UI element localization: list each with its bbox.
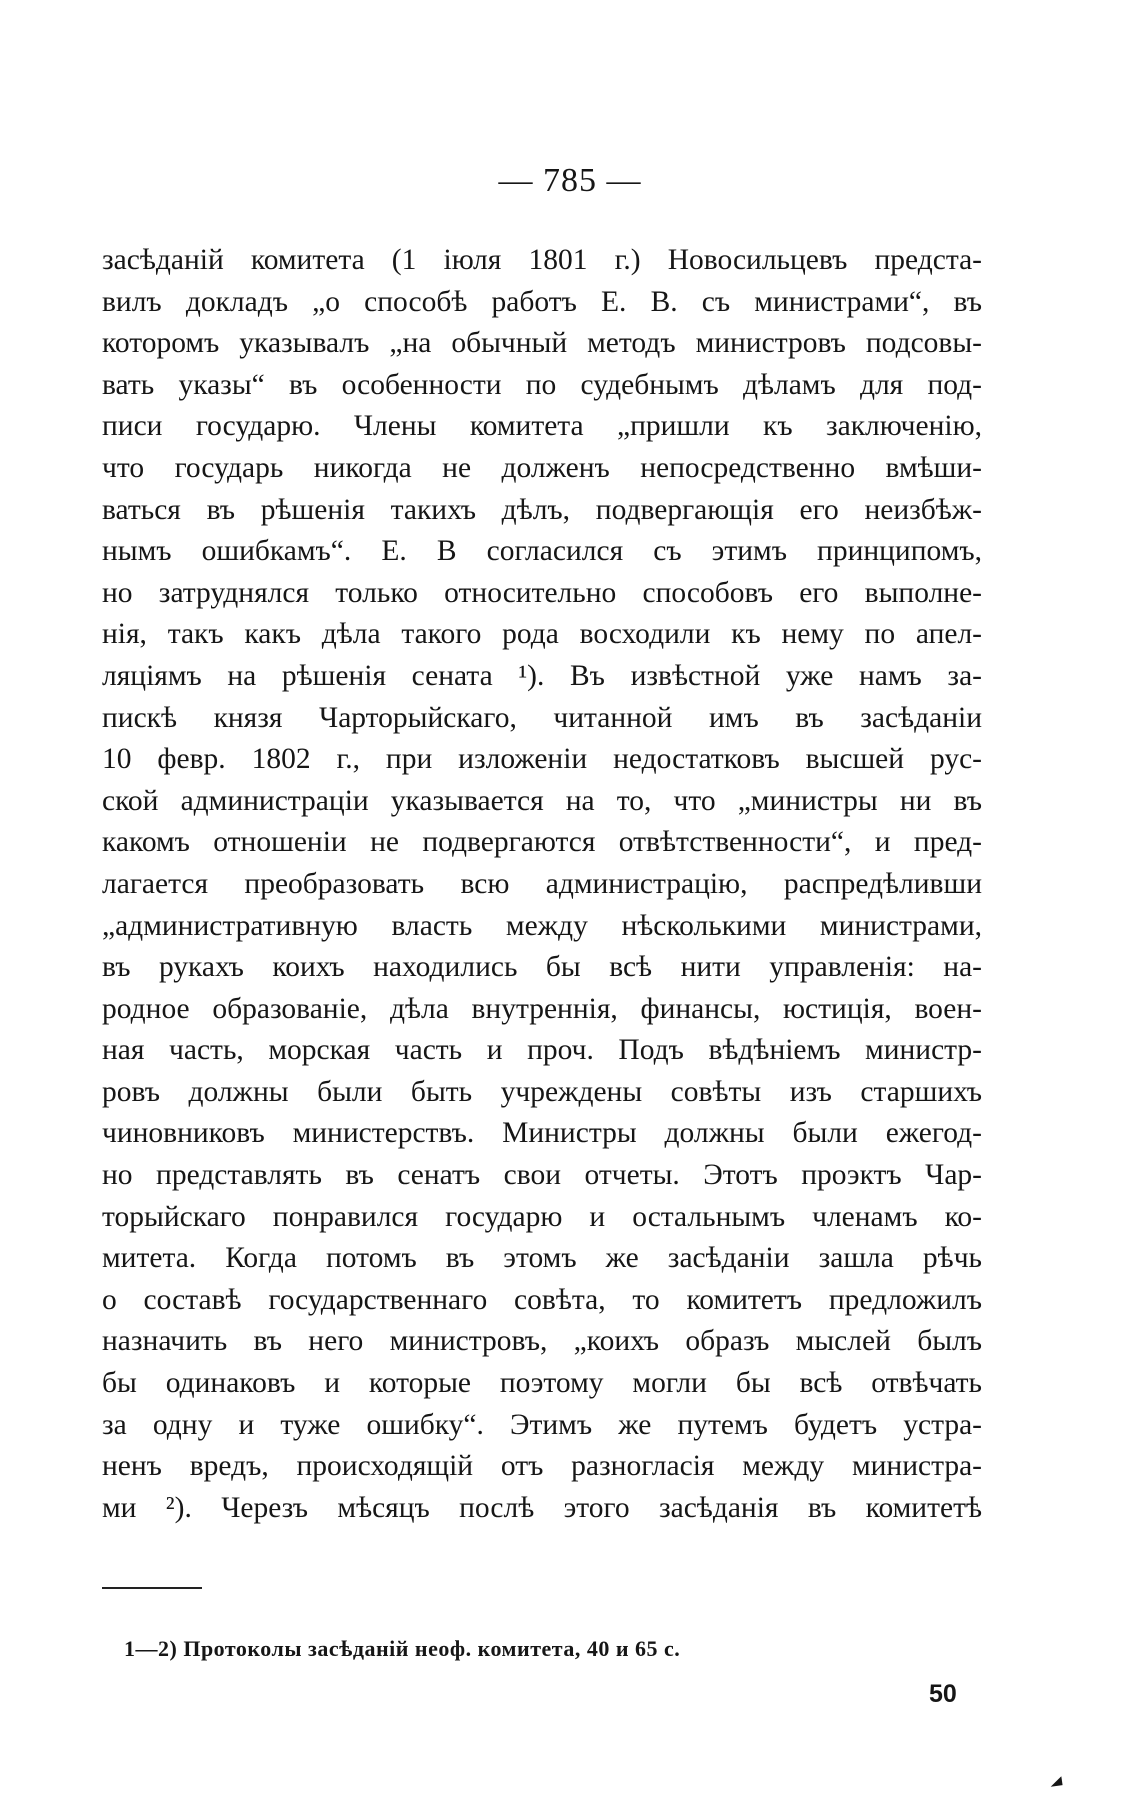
signature-mark: 50 [929, 1680, 957, 1708]
text-line: ненъ вредъ, происходящій отъ разногласія между министра- [102, 1450, 982, 1483]
text-line: „административную власть между нѣсколькими министрами, [102, 909, 982, 942]
text-line: какомъ отношеніи не подвергаются отвѣтственности“, и пред- [102, 826, 982, 859]
text-line: писи государю. Члены комитета „пришли къ заключенію, [102, 410, 982, 443]
text-line: что государь никогда не долженъ непосредственно вмѣши- [102, 451, 982, 484]
text-line: митета. Когда потомъ въ этомъ же засѣданіи зашла рѣчь [102, 1242, 982, 1275]
text-line: но затруднялся только относительно способовъ его выполне- [102, 576, 982, 609]
text-line: вилъ докладъ „о способѣ работъ Е. В. съ министрами“, въ [102, 285, 982, 318]
text-line: ная часть, морская часть и проч. Подъ вѣдѣніемъ министр- [102, 1034, 982, 1067]
text-line: бы одинаковъ и которые поэтому могли бы всѣ отвѣчать [102, 1367, 982, 1400]
text-line: которомъ указывалъ „на обычный методъ министровъ подсовы- [102, 327, 982, 360]
text-line: пискѣ князя Чарторыйскаго, читанной имъ въ засѣданіи [102, 701, 982, 734]
text-line: лагается преобразовать всю администрацію, распредѣливши [102, 867, 982, 900]
text-line: въ рукахъ коихъ находились бы всѣ нити управленія: на- [102, 951, 982, 984]
text-line: торыйскаго понравился государю и остальнымъ членамъ ко- [102, 1200, 982, 1233]
footnote-divider [102, 1587, 202, 1589]
text-line: 10 февр. 1802 г., при изложеніи недостатковъ высшей рус- [102, 743, 982, 776]
text-line: ровъ должны были быть учреждены совѣты изъ старшихъ [102, 1075, 982, 1108]
text-line: нія, такъ какъ дѣла такого рода восходили къ нему по апел- [102, 618, 982, 651]
text-line: за одну и туже ошибку“. Этимъ же путемъ будетъ устра- [102, 1408, 982, 1441]
corner-mark-icon [1049, 1776, 1062, 1787]
text-line: ской администраціи указывается на то, что „министры ни въ [102, 784, 982, 817]
text-line: засѣданій комитета (1 іюля 1801 г.) Новосильцевъ предста- [102, 244, 982, 276]
body-text [102, 240, 982, 1529]
text-line: чиновниковъ министерствъ. Министры должны были ежегод- [102, 1117, 982, 1150]
text-line: о составѣ государственнаго совѣта, то комитетъ предложилъ [102, 1283, 982, 1316]
text-line: родное образованіе, дѣла внутреннія, финансы, юстиція, воен- [102, 992, 982, 1025]
text-line: ляціямъ на рѣшенія сената ¹). Въ извѣстной уже намъ за- [102, 659, 982, 692]
text-line: нымъ ошибкамъ“. Е. В согласился съ этимъ принципомъ, [102, 535, 982, 568]
text-line: но представлять въ сенатъ свои отчеты. Этотъ проэктъ Чар- [102, 1159, 982, 1192]
text-line: ваться въ рѣшенія такихъ дѣлъ, подвергающія его неизбѣж- [102, 493, 982, 526]
text-line: вать указы“ въ особенности по судебнымъ дѣламъ для под- [102, 368, 982, 401]
page-number: — 785 — [498, 162, 642, 199]
text-line: ми ²). Черезъ мѣсяцъ послѣ этого засѣданія въ комитетѣ [102, 1491, 982, 1524]
footnote: 1—2) Протоколы засѣданій неоф. комитета, 40 и 65 с. [124, 1636, 681, 1661]
text-line: назначить въ него министровъ, „коихъ образъ мыслей былъ [102, 1325, 982, 1358]
